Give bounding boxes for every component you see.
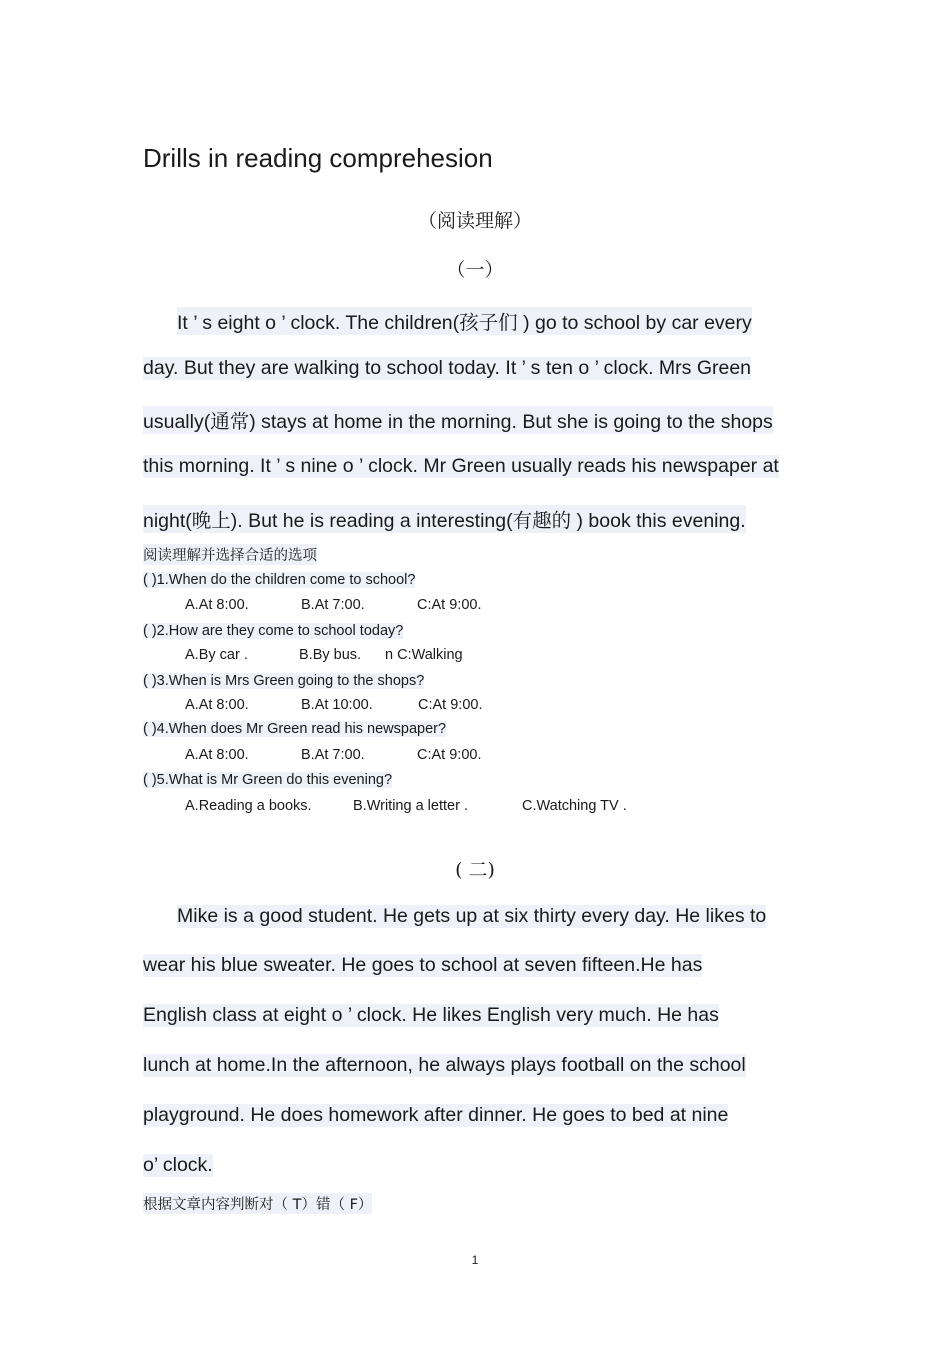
question-1-option-b: B.At 7:00. [301, 597, 365, 613]
page-number: 1 [471, 1253, 479, 1267]
paragraph-2-line: lunch at home.In the afternoon, he always plays football on the school [143, 1054, 746, 1076]
paragraph-2-line: o’ clock. [143, 1154, 213, 1176]
question-4: ( )4.When does Mr Green read his newspaper? [143, 721, 447, 737]
paragraph-1-line: usually(通常) stays at home in the morning. But she is going to the shops [143, 406, 773, 434]
question-4-option-c: C:At 9:00. [417, 747, 482, 763]
section-2-instruction: 根据文章内容判断对（ T）错（ F） [143, 1193, 372, 1214]
question-5-option-c: C.Watching TV . [522, 798, 627, 814]
paragraph-2-line: wear his blue sweater. He goes to school at seven fifteen.He has [143, 954, 703, 976]
section-1-instruction: 阅读理解并选择合适的选项 [143, 544, 317, 565]
paragraph-2-line: English class at eight o ’ clock. He likes English very much. He has [143, 1004, 719, 1026]
question-4-option-a: A.At 8:00. [185, 747, 249, 763]
paragraph-1-line: night(晚上). But he is reading a interesting(有趣的 ) book this evening. [143, 505, 746, 533]
question-3: ( )3.When is Mrs Green going to the shops? [143, 673, 425, 689]
paragraph-2-line: Mike is a good student. He gets up at six thirty every day. He likes to [177, 905, 767, 927]
question-2: ( )2.How are they come to school today? [143, 623, 404, 639]
question-5-option-a: A.Reading a books. [185, 798, 312, 814]
question-5-option-b: B.Writing a letter . [353, 798, 468, 814]
question-3-option-a: A.At 8:00. [185, 697, 249, 713]
question-2-option-b: B.By bus. [299, 647, 362, 663]
paragraph-1-line: It ’ s eight o ’ clock. The children(孩子们 ) go to school by car every [177, 307, 752, 335]
question-2-option-a: A.By car . [185, 647, 248, 663]
question-3-option-b: B.At 10:00. [301, 697, 373, 713]
document-subtitle: （阅读理解） [417, 210, 532, 232]
question-2-option-c: n C:Walking [385, 647, 463, 663]
paragraph-1-line: day. But they are walking to school today. It ’ s ten o ’ clock. Mrs Green [143, 357, 752, 379]
question-3-option-c: C:At 9:00. [418, 697, 483, 713]
section-2-heading: ( 二) [455, 859, 495, 881]
question-1-option-a: A.At 8:00. [185, 597, 249, 613]
question-1: ( )1.When do the children come to school? [143, 572, 416, 588]
question-4-option-b: B.At 7:00. [301, 747, 365, 763]
section-1-heading: （一） [446, 259, 504, 281]
question-1-option-c: C:At 9:00. [417, 597, 482, 613]
question-5: ( )5.What is Mr Green do this evening? [143, 772, 393, 788]
paragraph-2-line: playground. He does homework after dinner. He goes to bed at nine [143, 1104, 729, 1126]
document-title: Drills in reading comprehesion [143, 143, 493, 173]
paragraph-1-line: this morning. It ’ s nine o ’ clock. Mr Green usually reads his newspaper at [143, 455, 779, 477]
